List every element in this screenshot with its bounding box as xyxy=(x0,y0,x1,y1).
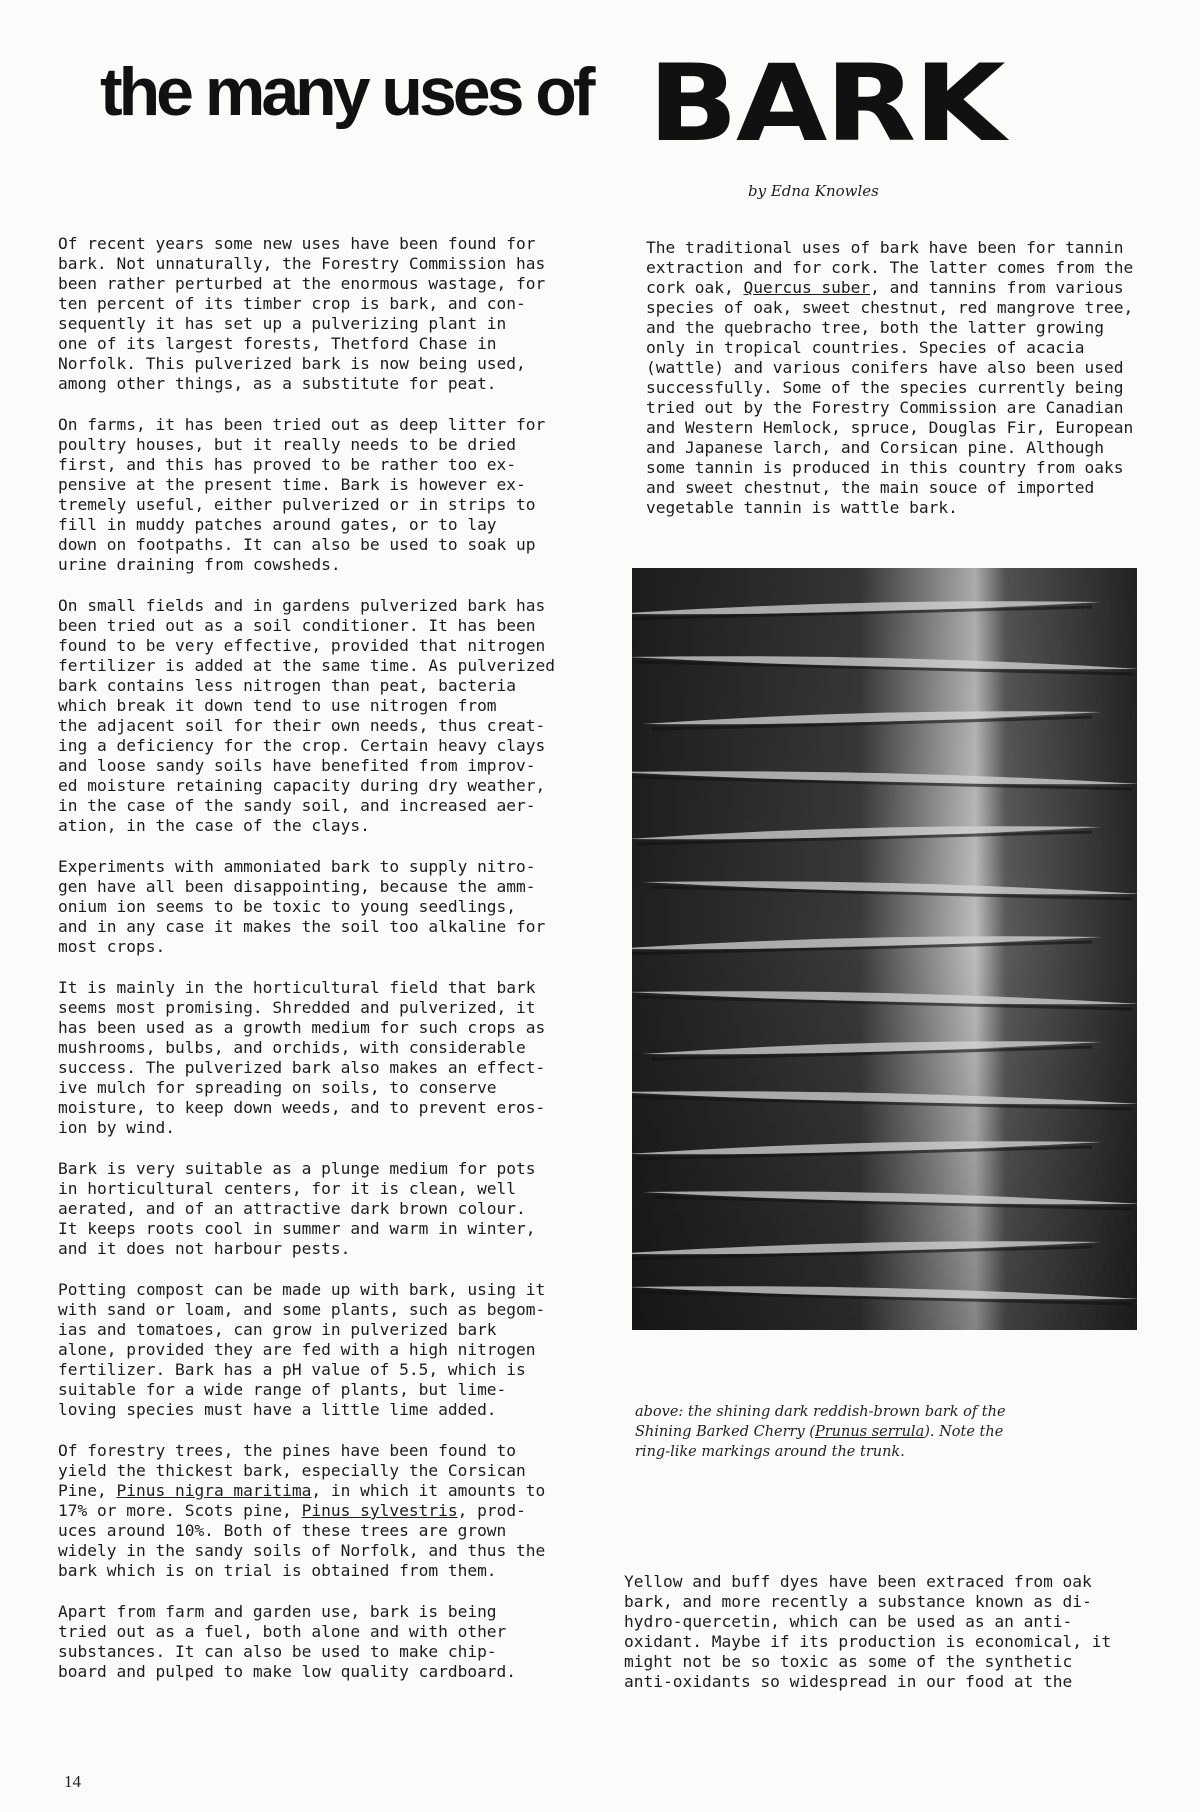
headline-bark: BARK xyxy=(648,41,1004,166)
text-line: which break it down tend to use nitrogen from xyxy=(58,696,497,715)
text-line: in the case of the sandy soil, and increased aer- xyxy=(58,796,536,815)
text-line: success. The pulverized bark also makes an effect- xyxy=(58,1058,546,1077)
text-line: ive mulch for spreading on soils, to conserve xyxy=(58,1078,497,1097)
text-line: tremely useful, either pulverized or in strips to xyxy=(58,495,536,514)
text-line: On small fields and in gardens pulverized bark has xyxy=(58,596,546,615)
text-line: Experiments with ammoniated bark to supply nitro- xyxy=(58,857,536,876)
caption-line: ring-like markings around the trunk. xyxy=(635,1444,905,1460)
text-line: uces around 10%. Both of these trees are grown xyxy=(58,1521,507,1540)
bark-photograph xyxy=(632,568,1137,1330)
text-line: bark. Not unnaturally, the Forestry Commission has xyxy=(58,254,546,273)
text-line: ed moisture retaining capacity during dry weather, xyxy=(58,776,546,795)
text-line: It keeps roots cool in summer and warm in winter, xyxy=(58,1219,536,1238)
text-line: Pine, Pinus nigra maritima, in which it amounts to xyxy=(58,1481,546,1500)
text-line: Of recent years some new uses have been found for xyxy=(58,234,536,253)
text-line: suitable for a wide range of plants, but lime- xyxy=(58,1380,507,1399)
text-line: found to be very effective, provided that nitrogen xyxy=(58,636,546,655)
text-line: seems most promising. Shredded and pulverized, it xyxy=(58,998,536,1017)
text-line: urine draining from cowsheds. xyxy=(58,555,341,574)
text-line: the adjacent soil for their own needs, thus creat- xyxy=(58,716,546,735)
paragraph xyxy=(58,234,578,394)
text-line: aerated, and of an attractive dark brown colour. xyxy=(58,1199,526,1218)
caption-line: Shining Barked Cherry (Prunus serrula). Note the xyxy=(635,1424,1004,1440)
text-line: tried out as a fuel, both alone and with other xyxy=(58,1622,507,1641)
paragraph xyxy=(58,1441,578,1581)
page-number: 14 xyxy=(64,1772,81,1791)
right-column-top xyxy=(646,238,1156,539)
text-line: Norfolk. This pulverized bark is now being used, xyxy=(58,354,526,373)
paragraph-dyes xyxy=(624,1572,1144,1692)
text-line: and in any case it makes the soil too alkaline for xyxy=(58,917,546,936)
text-line: ion by wind. xyxy=(58,1118,175,1137)
text-line: anti-oxidants so widespread in our food at the xyxy=(624,1672,1073,1691)
text-line: might not be so toxic as some of the synthetic xyxy=(624,1652,1073,1671)
paragraph xyxy=(58,1280,578,1420)
text-line: fertilizer is added at the same time. As pulverized xyxy=(58,656,556,675)
text-line: been rather perturbed at the enormous wastage, for xyxy=(58,274,546,293)
text-line: successfully. Some of the species currently being xyxy=(646,378,1124,397)
paragraph-traditional-uses xyxy=(646,238,1156,518)
text-line: been tried out as a soil conditioner. It has been xyxy=(58,616,536,635)
text-line: loving species must have a little lime added. xyxy=(58,1400,497,1419)
text-line: substances. It can also be used to make chip- xyxy=(58,1642,497,1661)
left-column xyxy=(58,234,578,1703)
text-line: widely in the sandy soils of Norfolk, and thus the xyxy=(58,1541,546,1560)
text-line: vegetable tannin is wattle bark. xyxy=(646,498,958,517)
text-line: some tannin is produced in this country from oaks xyxy=(646,458,1124,477)
paragraph xyxy=(58,415,578,575)
photo-caption xyxy=(635,1402,1155,1462)
paragraph xyxy=(58,1159,578,1259)
text-line: onium ion seems to be toxic to young seedlings, xyxy=(58,897,517,916)
text-line: ation, in the case of the clays. xyxy=(58,816,370,835)
text-line: bark, and more recently a substance known as di- xyxy=(624,1592,1092,1611)
text-line: yield the thickest bark, especially the Corsican xyxy=(58,1461,526,1480)
text-line: and Japanese larch, and Corsican pine. Although xyxy=(646,438,1105,457)
text-line: Potting compost can be made up with bark, using it xyxy=(58,1280,546,1299)
text-line: Bark is very suitable as a plunge medium for pots xyxy=(58,1159,536,1178)
text-line: sequently it has set up a pulverizing plant in xyxy=(58,314,507,333)
text-line: bark which is on trial is obtained from them. xyxy=(58,1561,497,1580)
text-line: poultry houses, but it really needs to be dried xyxy=(58,435,517,454)
paragraph xyxy=(58,978,578,1138)
text-line: fill in muddy patches around gates, or to lay xyxy=(58,515,497,534)
paragraph xyxy=(58,596,578,836)
text-line: and the quebracho tree, both the latter growing xyxy=(646,318,1105,337)
text-line: ten percent of its timber crop is bark, and con- xyxy=(58,294,526,313)
text-line: tried out by the Forestry Commission are Canadian xyxy=(646,398,1124,417)
text-line: and sweet chestnut, the main souce of imported xyxy=(646,478,1095,497)
text-line: and it does not harbour pests. xyxy=(58,1239,351,1258)
text-line: Apart from farm and garden use, bark is being xyxy=(58,1602,497,1621)
paragraph xyxy=(58,857,578,957)
text-line: most crops. xyxy=(58,937,166,956)
text-line: mushrooms, bulbs, and orchids, with considerable xyxy=(58,1038,526,1057)
text-line: moisture, to keep down weeds, and to prevent eros- xyxy=(58,1098,546,1117)
text-line: species of oak, sweet chestnut, red mangrove tree, xyxy=(646,298,1134,317)
text-line: Of forestry trees, the pines have been found to xyxy=(58,1441,517,1460)
text-line: in horticultural centers, for it is clean, well xyxy=(58,1179,517,1198)
text-line: only in tropical countries. Species of acacia xyxy=(646,338,1085,357)
text-line: gen have all been disappointing, because the amm- xyxy=(58,877,536,896)
text-line: alone, provided they are fed with a high nitrogen xyxy=(58,1340,536,1359)
text-line: fertilizer. Bark has a pH value of 5.5, which is xyxy=(58,1360,526,1379)
text-line: and Western Hemlock, spruce, Douglas Fir, European xyxy=(646,418,1134,437)
text-line: among other things, as a substitute for peat. xyxy=(58,374,497,393)
bark-texture-image xyxy=(632,568,1137,1330)
text-line: with sand or loam, and some plants, such as begom- xyxy=(58,1300,546,1319)
byline: by Edna Knowles xyxy=(748,182,879,200)
paragraph xyxy=(58,1602,578,1682)
text-line: first, and this has proved to be rather too ex- xyxy=(58,455,517,474)
text-line: board and pulped to make low quality cardboard. xyxy=(58,1662,517,1681)
text-line: bark contains less nitrogen than peat, bacteria xyxy=(58,676,517,695)
text-line: Yellow and buff dyes have been extraced from oak xyxy=(624,1572,1092,1591)
text-line: down on footpaths. It can also be used to soak up xyxy=(58,535,536,554)
text-line: (wattle) and various conifers have also been used xyxy=(646,358,1124,377)
right-column-bottom xyxy=(624,1572,1144,1713)
text-line: cork oak, Quercus suber, and tannins from various xyxy=(646,278,1124,297)
text-line: hydro-quercetin, which can be used as an anti- xyxy=(624,1612,1073,1631)
text-line: ias and tomatoes, can grow in pulverized bark xyxy=(58,1320,497,1339)
text-line: extraction and for cork. The latter comes from the xyxy=(646,258,1134,277)
text-line: oxidant. Maybe if its production is economical, it xyxy=(624,1632,1112,1651)
text-line: and loose sandy soils have benefited from improv- xyxy=(58,756,536,775)
text-line: 17% or more. Scots pine, Pinus sylvestris, prod- xyxy=(58,1501,526,1520)
text-line: The traditional uses of bark have been for tannin xyxy=(646,238,1124,257)
text-line: pensive at the present time. Bark is however ex- xyxy=(58,475,526,494)
headline-lead: the many uses of xyxy=(100,54,592,130)
text-line: has been used as a growth medium for such crops as xyxy=(58,1018,546,1037)
text-line: one of its largest forests, Thetford Chase in xyxy=(58,334,497,353)
text-line: It is mainly in the horticultural field that bark xyxy=(58,978,536,997)
text-line: ing a deficiency for the crop. Certain heavy clays xyxy=(58,736,546,755)
caption-line: above: the shining dark reddish-brown bark of the xyxy=(635,1404,1006,1420)
text-line: On farms, it has been tried out as deep litter for xyxy=(58,415,546,434)
